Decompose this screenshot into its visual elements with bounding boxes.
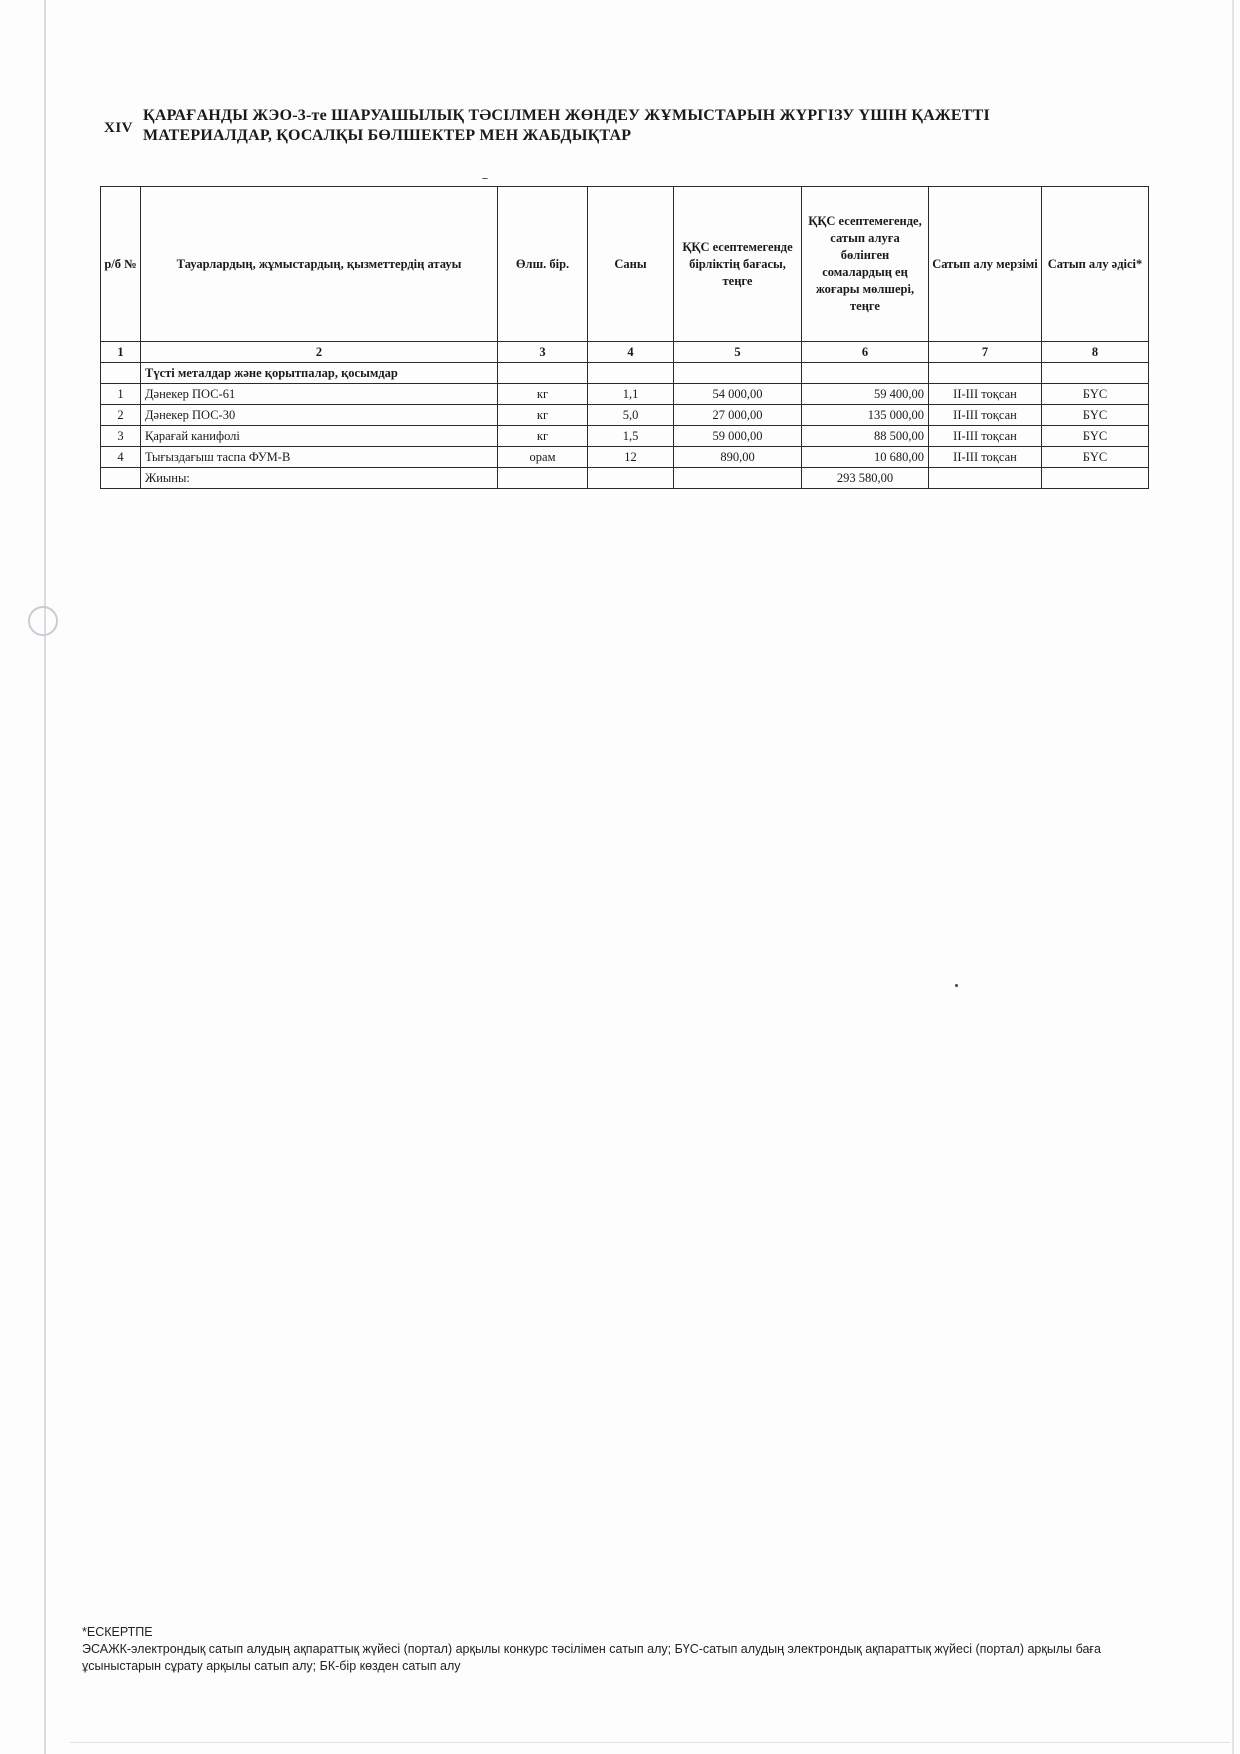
column-number: 7 bbox=[929, 342, 1042, 363]
total-amount: 293 580,00 bbox=[802, 468, 929, 489]
header-method: Сатып алу әдісі* bbox=[1042, 187, 1149, 342]
row-name: Тығыздағыш таспа ФУМ-В bbox=[141, 447, 498, 468]
column-number: 4 bbox=[588, 342, 674, 363]
empty-cell bbox=[929, 468, 1042, 489]
empty-cell bbox=[498, 468, 588, 489]
header-term: Сатып алу мерзімі bbox=[929, 187, 1042, 342]
row-amount: 88 500,00 bbox=[802, 426, 929, 447]
row-name: Дәнекер ПОС-30 bbox=[141, 405, 498, 426]
row-no: 4 bbox=[101, 447, 141, 468]
row-method: БҮС bbox=[1042, 426, 1149, 447]
empty-cell bbox=[674, 363, 802, 384]
column-number: 2 bbox=[141, 342, 498, 363]
page-edge-right bbox=[1232, 0, 1234, 1754]
row-term: II-III тоқсан bbox=[929, 447, 1042, 468]
column-number: 6 bbox=[802, 342, 929, 363]
header-no: р/б № bbox=[101, 187, 141, 342]
group-no-cell bbox=[101, 363, 141, 384]
row-unit: орам bbox=[498, 447, 588, 468]
column-number: 1 bbox=[101, 342, 141, 363]
row-term: II-III тоқсан bbox=[929, 405, 1042, 426]
empty-cell bbox=[498, 363, 588, 384]
document-title bbox=[104, 106, 1064, 146]
group-row bbox=[101, 363, 1149, 384]
footnote-title: *ЕСКЕРТПЕ bbox=[82, 1625, 153, 1639]
empty-cell bbox=[588, 363, 674, 384]
row-name: Дәнекер ПОС-61 bbox=[141, 384, 498, 405]
empty-cell bbox=[802, 363, 929, 384]
row-qty: 5,0 bbox=[588, 405, 674, 426]
scan-speck bbox=[482, 178, 488, 179]
row-amount: 10 680,00 bbox=[802, 447, 929, 468]
row-no: 3 bbox=[101, 426, 141, 447]
row-unit: кг bbox=[498, 426, 588, 447]
row-name: Қарағай канифолі bbox=[141, 426, 498, 447]
page-edge-left bbox=[44, 0, 46, 1754]
row-unit: кг bbox=[498, 405, 588, 426]
empty-cell bbox=[1042, 363, 1149, 384]
row-price: 27 000,00 bbox=[674, 405, 802, 426]
row-price: 890,00 bbox=[674, 447, 802, 468]
total-row bbox=[101, 468, 1149, 489]
footnote bbox=[82, 1624, 1162, 1675]
scan-speck bbox=[955, 984, 958, 987]
row-method: БҮС bbox=[1042, 405, 1149, 426]
total-label: Жиыны: bbox=[141, 468, 498, 489]
empty-cell bbox=[674, 468, 802, 489]
header-name: Тауарлардың, жұмыстардың, қызметтердің атауы bbox=[141, 187, 498, 342]
column-number-row bbox=[101, 342, 1149, 363]
punch-hole bbox=[28, 606, 58, 636]
group-title: Түсті металдар және қорытпалар, қосымдар bbox=[141, 363, 498, 384]
row-price: 54 000,00 bbox=[674, 384, 802, 405]
row-unit: кг bbox=[498, 384, 588, 405]
header-row bbox=[101, 187, 1149, 342]
row-amount: 59 400,00 bbox=[802, 384, 929, 405]
column-number: 3 bbox=[498, 342, 588, 363]
page-edge-bottom bbox=[70, 1742, 1230, 1743]
header-qty: Саны bbox=[588, 187, 674, 342]
section-title bbox=[143, 106, 990, 146]
row-amount: 135 000,00 bbox=[802, 405, 929, 426]
procurement-table bbox=[100, 186, 1149, 489]
header-price: ҚҚС есептемегенде бірліктің бағасы, теңге bbox=[674, 187, 802, 342]
row-method: БҮС bbox=[1042, 384, 1149, 405]
empty-cell bbox=[588, 468, 674, 489]
table-row bbox=[101, 426, 1149, 447]
row-method: БҮС bbox=[1042, 447, 1149, 468]
table-row bbox=[101, 384, 1149, 405]
row-qty: 12 bbox=[588, 447, 674, 468]
row-term: II-III тоқсан bbox=[929, 384, 1042, 405]
section-title-line2: МАТЕРИАЛДАР, ҚОСАЛҚЫ БӨЛШЕКТЕР МЕН ЖАБДЫҚТАР bbox=[143, 127, 632, 144]
empty-cell bbox=[1042, 468, 1149, 489]
empty-cell bbox=[101, 468, 141, 489]
row-term: II-III тоқсан bbox=[929, 426, 1042, 447]
table-row bbox=[101, 405, 1149, 426]
row-qty: 1,5 bbox=[588, 426, 674, 447]
header-unit: Өлш. бір. bbox=[498, 187, 588, 342]
row-qty: 1,1 bbox=[588, 384, 674, 405]
row-price: 59 000,00 bbox=[674, 426, 802, 447]
column-number: 5 bbox=[674, 342, 802, 363]
row-no: 1 bbox=[101, 384, 141, 405]
footnote-text: ЭСАЖК-электрондық сатып алудың ақпараттық жүйесі (портал) арқылы конкурс тәсілімен сатып алу; БҮС-сатып алудың электрондық ақпараттық жүйесі (портал) арқылы баға ұсыныстарын сұрату арқылы сатып алу; БК-бір көзден сатып алу bbox=[82, 1642, 1101, 1673]
row-no: 2 bbox=[101, 405, 141, 426]
header-amount: ҚҚС есептемегенде, сатып алуға бөлінген сомалардың ең жоғары мөлшері, теңге bbox=[802, 187, 929, 342]
empty-cell bbox=[929, 363, 1042, 384]
section-title-line1: ҚАРАҒАНДЫ ЖЭО-3-те ШАРУАШЫЛЫҚ ТӘСІЛМЕН ЖӨНДЕУ ЖҰМЫСТАРЫН ЖҮРГІЗУ ҮШІН ҚАЖЕТТІ bbox=[143, 107, 990, 124]
table-row bbox=[101, 447, 1149, 468]
column-number: 8 bbox=[1042, 342, 1149, 363]
section-number: XIV bbox=[104, 120, 134, 136]
